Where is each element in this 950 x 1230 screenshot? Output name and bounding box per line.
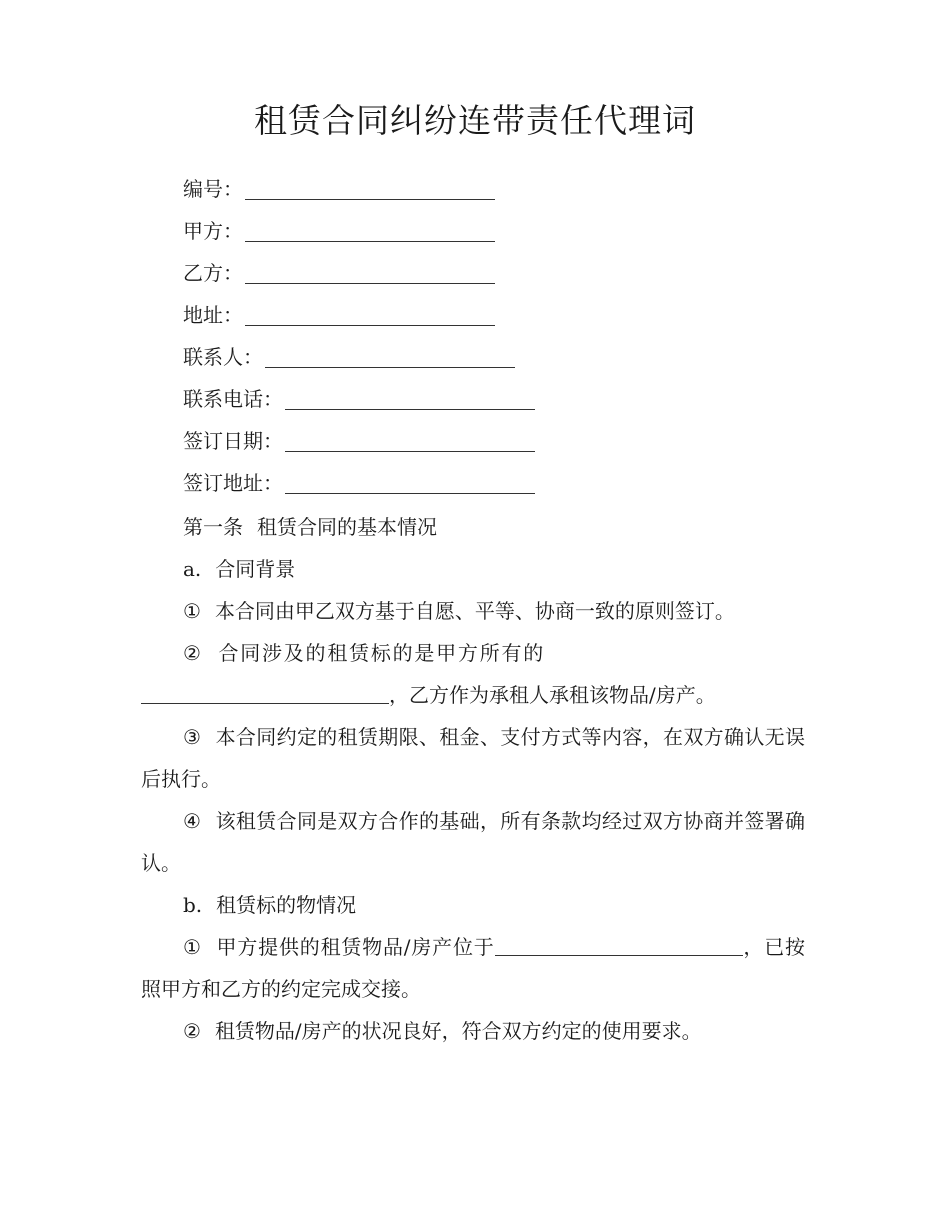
document-title: 租赁合同纠纷连带责任代理词: [254, 101, 696, 140]
article-number: 第一条: [183, 515, 243, 539]
clause-marker: ①: [183, 935, 202, 959]
clause-text-continued: ，乙方作为承租人承租该物品/房产。: [389, 683, 716, 707]
clause-marker: ③: [183, 725, 202, 749]
field-label: 编号：: [183, 177, 243, 201]
clause-b1: [141, 926, 805, 1010]
field-label: 联系人：: [183, 345, 263, 369]
section-title: 租赁标的物情况: [216, 893, 357, 917]
article-heading: [141, 506, 805, 548]
field-label: 地址：: [183, 303, 243, 327]
clause-marker: ④: [183, 809, 202, 833]
field-party-a: [183, 210, 803, 252]
field-label: 甲方：: [183, 219, 243, 243]
fill-in-blank: [141, 681, 389, 704]
section-b-heading: [141, 884, 805, 926]
field-label: 联系电话：: [183, 387, 283, 411]
contract-body: [141, 506, 805, 1052]
field-signing-place: [183, 462, 803, 504]
fill-in-blank: [265, 345, 515, 368]
field-label: 乙方：: [183, 261, 243, 285]
clause-a3: [141, 716, 805, 800]
clause-text: 本合同约定的租赁期限、租金、支付方式等内容，在双方确认无误后执行。: [141, 725, 805, 791]
clause-text: 该租赁合同是双方合作的基础，所有条款均经过双方协商并签署确认。: [141, 809, 805, 875]
field-number: [183, 168, 803, 210]
clause-marker: ②: [183, 641, 203, 665]
clause-a1: [141, 590, 805, 632]
field-party-b: [183, 252, 803, 294]
field-signing-date: [183, 420, 803, 462]
clause-text-continued: ，已按照甲方和乙方的约定完成交接。: [141, 935, 805, 1001]
clause-a2: [141, 632, 805, 716]
field-contact-phone: [183, 378, 803, 420]
clause-text: 甲方提供的租赁物品/房产位于: [215, 935, 495, 959]
section-title: 合同背景: [215, 557, 296, 581]
field-address: [183, 294, 803, 336]
fill-in-blank: [245, 261, 495, 284]
header-fields: [183, 168, 803, 504]
article-title: 租赁合同的基本情况: [257, 515, 437, 539]
section-a-heading: [141, 548, 805, 590]
fill-in-blank: [285, 471, 535, 494]
clause-text: 本合同由甲乙双方基于自愿、平等、协商一致的原则签订。: [214, 599, 735, 623]
fill-in-blank: [285, 429, 535, 452]
field-label: 签订日期：: [183, 429, 283, 453]
fill-in-blank: [495, 933, 743, 956]
fill-in-blank: [245, 177, 495, 200]
clause-text: 合同涉及的租赁标的是甲方所有的: [216, 641, 545, 665]
fill-in-blank: [245, 303, 495, 326]
clause-marker: ②: [183, 1019, 201, 1043]
clause-b2: [141, 1010, 805, 1052]
field-contact-person: [183, 336, 803, 378]
clause-marker: ①: [183, 599, 201, 623]
clause-text: 租赁物品/房产的状况良好，符合双方约定的使用要求。: [214, 1019, 702, 1043]
clause-a4: [141, 800, 805, 884]
fill-in-blank: [245, 219, 495, 242]
section-marker: a.: [183, 557, 202, 581]
fill-in-blank: [285, 387, 535, 410]
section-marker: b.: [183, 893, 203, 917]
field-label: 签订地址：: [183, 471, 283, 495]
